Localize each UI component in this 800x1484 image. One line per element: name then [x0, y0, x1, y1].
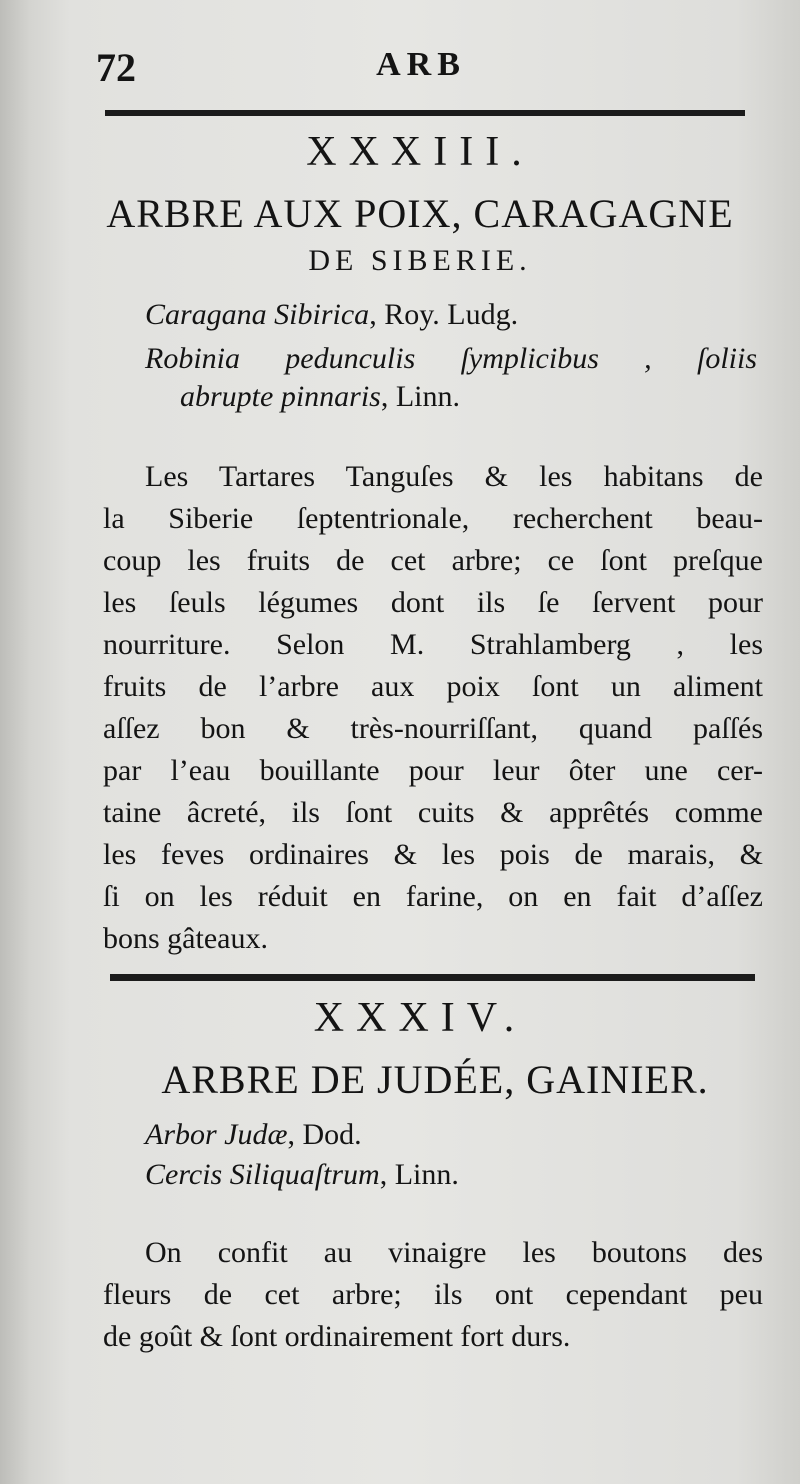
species-name: Arbor Judæ: [145, 1118, 288, 1151]
species-name: Cercis Siliquaſtrum: [145, 1158, 380, 1191]
species-name: Robinia pedunculis ſymplicibus , ſoliis: [145, 342, 757, 375]
text-line: de goût & ſont ordinairement fort durs.: [103, 1320, 571, 1353]
entry-paragraph: [103, 456, 763, 960]
entry-subheading: DE SIBERIE.: [308, 244, 532, 277]
synonym-line: [145, 1118, 362, 1152]
text-line: taine âcreté, ils ſont cuits & apprêtés comme: [103, 796, 763, 829]
section-rule: [110, 974, 755, 981]
text-line: nourriture. Selon M. Strahlamberg , les: [103, 628, 763, 661]
text-line: fleurs de cet arbre; ils ont cependant peu: [103, 1278, 763, 1311]
section-numeral: XXXIV.: [313, 995, 527, 1041]
authority: , Dod.: [287, 1118, 362, 1151]
synonym-line: [145, 342, 757, 376]
synonym-line: [145, 1158, 459, 1192]
species-name: Caragana Sibirica: [145, 298, 370, 331]
authority: , Linn.: [379, 1158, 459, 1191]
text-line: On confit au vinaigre les boutons des: [145, 1236, 763, 1269]
text-line: ſi on les réduit en farine, on en fait d’aſſez: [103, 880, 763, 913]
authority: , Roy. Ludg.: [369, 298, 519, 331]
text-line: Les Tartares Tanguſes & les habitans de: [145, 460, 763, 493]
text-line: aſſez bon & très-nourriſſant, quand paſſés: [103, 712, 763, 745]
text-line: la Siberie ſeptentrionale, recherchent beau-: [103, 502, 763, 535]
authority: , Linn.: [380, 380, 461, 413]
text-line: les feves ordinaires & les pois de marais, &: [103, 838, 763, 871]
text-line: fruits de l’arbre aux poix ſont un aliment: [103, 670, 763, 703]
text-line: les ſeuls légumes dont ils ſe ſervent pour: [103, 586, 763, 619]
entry-paragraph: [103, 1232, 763, 1358]
text-line: bons gâteaux.: [103, 922, 268, 955]
page-number: 72: [96, 45, 136, 90]
entry-heading: ARBRE DE JUDÉE, GAINIER.: [161, 1057, 709, 1102]
running-title: ARB: [376, 46, 466, 83]
synonym-line: [145, 298, 518, 332]
species-name: abrupte pinnaris: [180, 380, 381, 413]
synonym-line: [180, 380, 460, 414]
header-rule: [105, 110, 745, 116]
text-line: coup les fruits de cet arbre; ce ſont preſque: [103, 544, 763, 577]
section-numeral: XXXIII.: [306, 129, 534, 175]
text-line: par l’eau bouillante pour leur ôter une cer-: [103, 754, 763, 787]
page-header: [96, 44, 746, 94]
entry-heading: ARBRE AUX POIX, CARAGAGNE: [106, 191, 734, 236]
